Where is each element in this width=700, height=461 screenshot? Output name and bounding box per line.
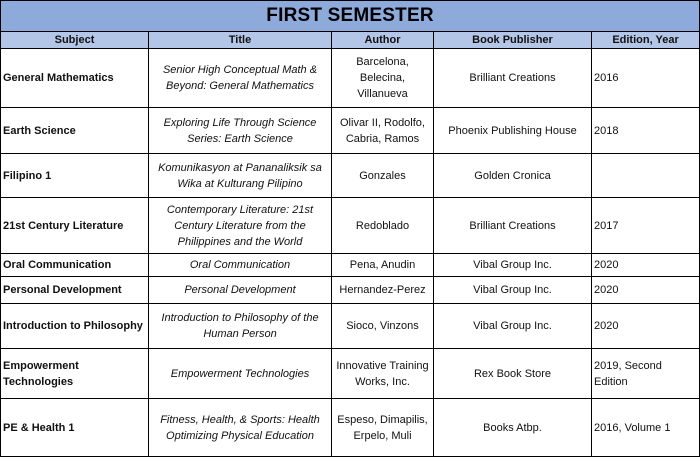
sheet-title: FIRST SEMESTER [1,1,700,32]
cell-edition [592,154,700,198]
cell-publisher: Vibal Group Inc. [434,304,592,349]
cell-edition: 2020 [592,277,700,304]
cell-publisher: Phoenix Publishing House [434,108,592,154]
cell-subject: Empowerment Technologies [1,349,149,399]
table-row [1,277,700,304]
cell-author: Olivar II, Rodolfo, Cabria, Ramos [332,108,434,154]
cell-subject: Introduction to Philosophy [1,304,149,349]
cell-subject: Personal Development [1,277,149,304]
cell-publisher: Books Atbp. [434,399,592,457]
cell-edition: 2019, Second Edition [592,349,700,399]
cell-title: Exploring Life Through Science Series: Earth Science [149,108,332,154]
cell-publisher: Rex Book Store [434,349,592,399]
cell-edition: 2017 [592,198,700,254]
cell-author: Hernandez-Perez [332,277,434,304]
header-author: Author [332,32,434,49]
cell-author: Innovative Training Works, Inc. [332,349,434,399]
cell-subject: PE & Health 1 [1,399,149,457]
cell-subject: General Mathematics [1,49,149,108]
cell-publisher: Brilliant Creations [434,198,592,254]
cell-author: Sioco, Vinzons [332,304,434,349]
title-row [1,1,700,32]
cell-publisher: Golden Cronica [434,154,592,198]
cell-publisher: Brilliant Creations [434,49,592,108]
table-row [1,108,700,154]
cell-subject: Oral Communication [1,254,149,277]
cell-publisher: Vibal Group Inc. [434,277,592,304]
cell-title: Empowerment Technologies [149,349,332,399]
table-row [1,254,700,277]
header-publisher: Book Publisher [434,32,592,49]
table-row [1,349,700,399]
cell-edition: 2020 [592,304,700,349]
cell-author: Barcelona, Belecina, Villanueva [332,49,434,108]
cell-subject: Earth Science [1,108,149,154]
cell-author: Gonzales [332,154,434,198]
cell-edition: 2016, Volume 1 [592,399,700,457]
cell-title: Personal Development [149,277,332,304]
header-subject: Subject [1,32,149,49]
cell-title: Komunikasyon at Pananaliksik sa Wika at Kulturang Pilipino [149,154,332,198]
table-row [1,49,700,108]
cell-title: Contemporary Literature: 21st Century Literature from the Philippines and the World [149,198,332,254]
cell-title: Oral Communication [149,254,332,277]
cell-author: Pena, Anudin [332,254,434,277]
cell-edition: 2020 [592,254,700,277]
cell-author: Redoblado [332,198,434,254]
cell-publisher: Vibal Group Inc. [434,254,592,277]
table-row [1,198,700,254]
table-row [1,304,700,349]
cell-edition: 2018 [592,108,700,154]
cell-title: Fitness, Health, & Sports: Health Optimizing Physical Education [149,399,332,457]
header-title: Title [149,32,332,49]
cell-title: Senior High Conceptual Math & Beyond: General Mathematics [149,49,332,108]
header-row [1,32,700,49]
table-row [1,154,700,198]
cell-title: Introduction to Philosophy of the Human Person [149,304,332,349]
cell-subject: 21st Century Literature [1,198,149,254]
cell-author: Espeso, Dimapilis, Erpelo, Muli [332,399,434,457]
cell-subject: Filipino 1 [1,154,149,198]
cell-edition: 2016 [592,49,700,108]
header-edition: Edition, Year [592,32,700,49]
table-row [1,399,700,457]
